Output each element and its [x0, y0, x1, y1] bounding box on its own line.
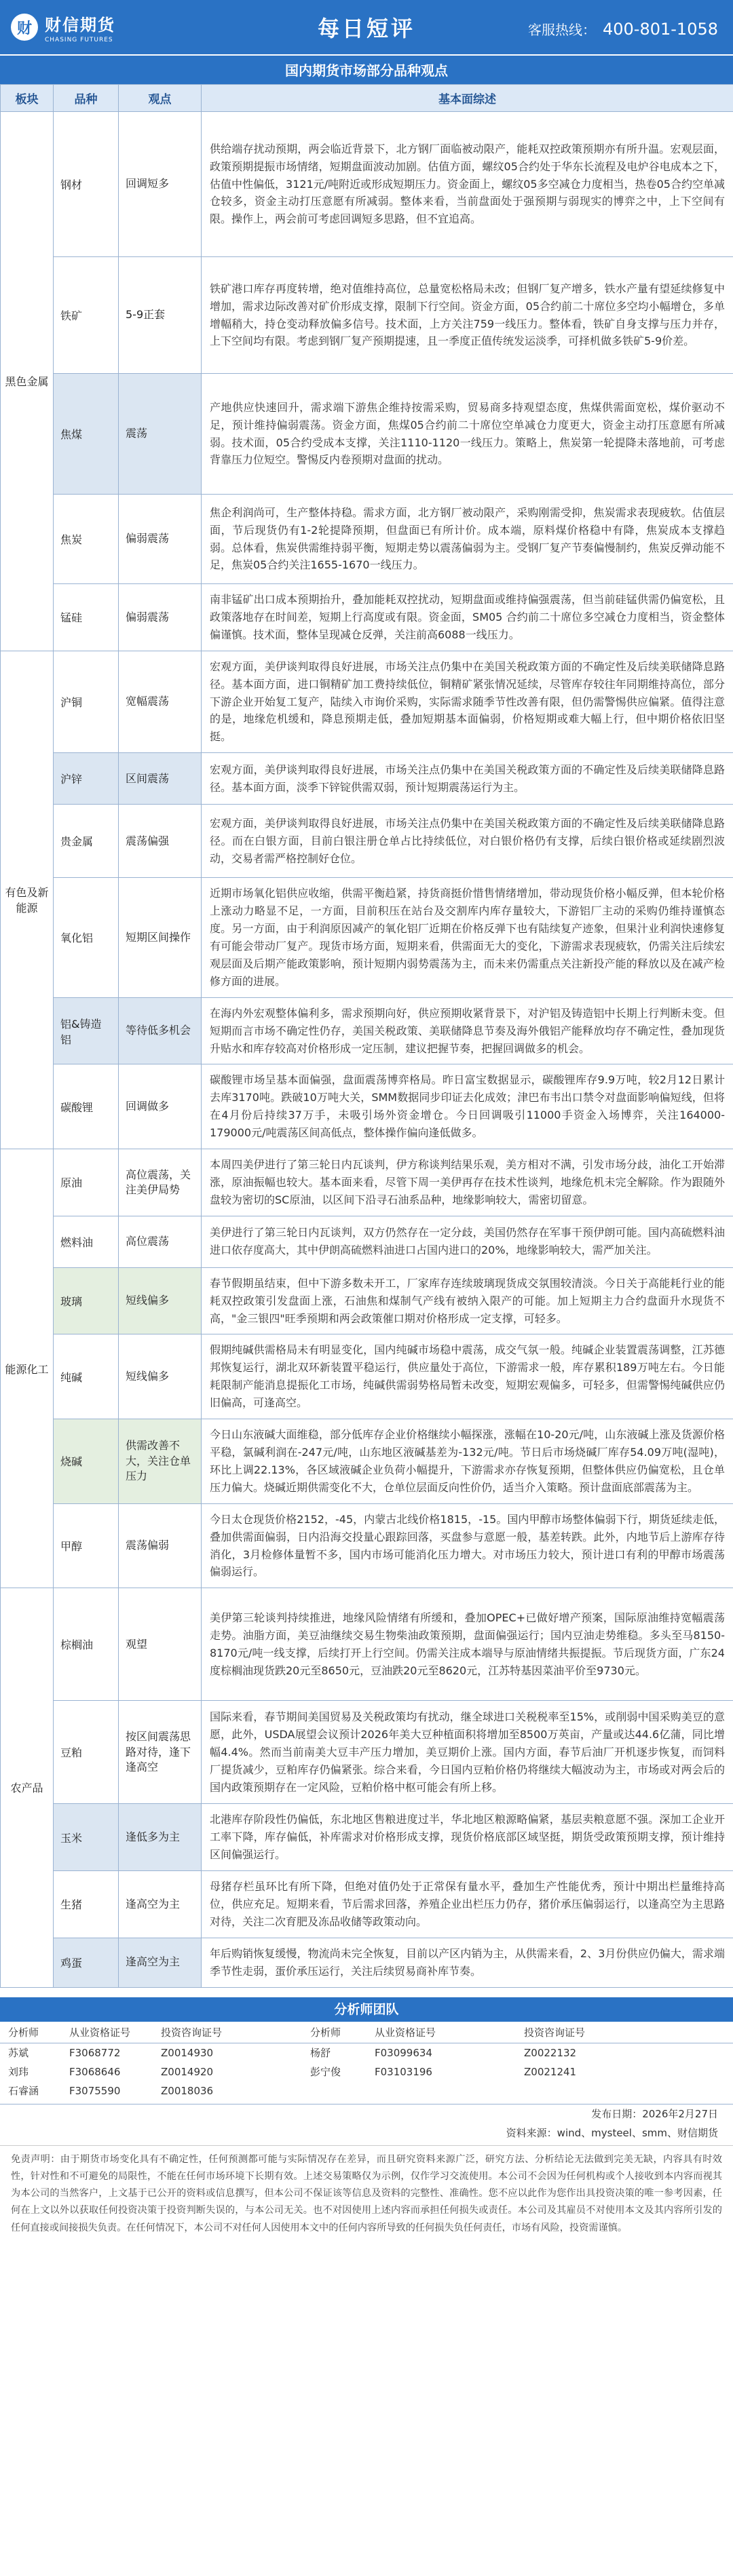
hotline-number[interactable]: 400-801-1058 — [602, 20, 718, 39]
variety-cell: 沪铜 — [54, 651, 119, 753]
summary-cell: 近期市场氧化铝供应收缩，供需平衡趋紧，持货商挺价惜售情绪增加，带动现货价格小幅反弹，但本轮价格上涨动力略显不足，一方面，目前积压在站台及交割库内库存量较大，下游铝厂主动的采购仍维持谨慎态度。另一方面，由于利润原因减产的氧化铝厂近期在价格反弹下也有陆续复产迹象，但果汁业利润快速修复有可能会带动厂复产。现货市场方面，短期来看，供需面无大的变化，下游需求表现疲软，仍需关注后续宏观层面及后期产能政策影响，预计短期内弱势震荡为主，而未来仍需重点关注新投产能的释放以及在减产检修方面的进展。 — [202, 878, 733, 997]
analyst-cell: F03103196 — [375, 2065, 432, 2078]
disclaimer: 免责声明：由于期货市场变化具有不确定性，任何预测都可能与实际情况存在差异，而且研究资料来源广泛，研究方法、分析结论无法做到完美无缺，内容具有时效性，针对性和不可避免的局限性，不能在任何市场环境下长期有效。上述交易策略仅为示例，仅作学习交流使用。本公司不会因为任何机构或个人接收到本内容而视其为本公司的当然客户，上文基于已公开的资料或信息撰写，但本公司不保证该等信息及资料的完整性、准确性。您不应以此作为您作出具投资决策的唯一参考因素，任何在上文以外以获取任何投资决策于投资判断失误的，与本公司无关。也不对因使用上述内容而承担任何损失或责任。本公司及其雇员不对使用本文及其内容所引发的任何直接或间接损失负责。在任何情况下，本公司不对任何人因使用本文中的任何内容所导致的任何损失负任何责任，市场有风险，投资需谨慎。 — [0, 2145, 733, 2242]
table-row — [1, 1804, 733, 1871]
analyst-cell: Z0022132 — [524, 2046, 577, 2059]
analyst-cell: Z0014930 — [161, 2046, 214, 2059]
table-row — [1, 651, 733, 753]
analyst-body — [0, 2043, 733, 2100]
section-title: 国内期货市场部分品种观点 — [0, 54, 733, 84]
summary-cell: 铁矿港口库存再度转增，绝对值维持高位，总量宽松格局未改；但钢厂复产增多，铁水产量有望延续修复中增加，需求边际改善对矿价形成支撑，限制下行空间。资金方面，05合约前二十席位多空均小幅增仓，多单增幅稍大，持仓变动释放偏多信号。技术面，上方关注759一线压力。整体看，铁矿自身支撑与压力并存，上下空间均有限。考虑到钢厂复产预期提速，且一季度正值传统发运淡季，可择机做多铁矿5-9价差。 — [202, 257, 733, 374]
variety-cell: 甲醇 — [54, 1503, 119, 1588]
analyst-cell: F03099634 — [375, 2046, 432, 2059]
view-cell: 回调短多 — [119, 112, 202, 257]
summary-cell: 在海内外宏观整体偏利多，需求预期向好，供应预期收紧背景下，对沪铝及铸造铝中长期上行判断未变。但短期而言市场不确定性仍存，美国关税政策、美联储降息节奏及海外俄铝产能释放均存不确定性，叠加现货升贴水和库存较高对价格形成一定压制，建议把握节奏，把握回调做多的机会。 — [202, 997, 733, 1064]
variety-cell: 锰硅 — [54, 584, 119, 651]
view-cell: 供需改善不大，关注仓单压力 — [119, 1419, 202, 1504]
analyst-cell: F3068772 — [69, 2046, 121, 2059]
analyst-header: 投资咨询证号 — [516, 2022, 733, 2043]
variety-cell: 铝&铸造铝 — [54, 997, 119, 1064]
views-table — [0, 84, 733, 1988]
variety-cell: 焦炭 — [54, 495, 119, 584]
analyst-cell: Z0021241 — [524, 2065, 577, 2078]
summary-cell: 假期纯碱供需格局未有明显变化，国内纯碱市场稳中震荡，成交气氛一般。纯碱企业装置震荡调整，江苏德邦恢复运行，湖北双环新装置平稳运行，供应量处于高位，下游需求一般，库存累积189万吨左右。今日能耗限制产能消息提振化工市场，纯碱供需弱势格局暂未改变，短期宏观偏多，可轻多，但需警惕纯碱供应仍旧偏高，可逢高空。 — [202, 1334, 733, 1419]
variety-cell: 铁矿 — [54, 257, 119, 374]
table-row — [1, 878, 733, 997]
summary-cell: 年后购销恢复缓慢，物流尚未完全恢复，目前以产区内销为主，从供需来看，2、3月份供应仍偏大，需求端季节性走弱，蛋价承压运行，关注后续贸易商补库节奏。 — [202, 1938, 733, 1987]
view-cell: 短期区间操作 — [119, 878, 202, 997]
table-row — [1, 1334, 733, 1419]
header-bar — [0, 0, 733, 54]
variety-cell: 烧碱 — [54, 1419, 119, 1504]
analyst-header: 从业资格证号 — [366, 2022, 516, 2043]
variety-cell: 燃料油 — [54, 1216, 119, 1267]
header-summary: 基本面综述 — [202, 85, 733, 112]
view-cell: 观望 — [119, 1588, 202, 1701]
analyst-cell: F3075590 — [69, 2084, 121, 2097]
variety-cell: 贵金属 — [54, 805, 119, 878]
table-row — [1, 805, 733, 878]
analyst-header-row — [0, 2022, 733, 2043]
sector-cell: 有色及新能源 — [1, 651, 54, 1149]
analyst-cell: F3068646 — [69, 2065, 121, 2078]
summary-cell: 春节假期虽结束，但中下游多数未开工，厂家库存连续玻璃现货成交氛围较清淡。今日关于高能耗行业的能耗双控政策引发盘面上涨，石油焦和煤制气产线有被纳入限产的可能。加上短期主力合约盘面升水现货不高，"金三银四"旺季预期和两会政策催口期对价格形成一定支撑，可轻多。 — [202, 1267, 733, 1334]
view-cell: 震荡 — [119, 374, 202, 495]
logo-english: CHASING FUTURES — [45, 36, 113, 43]
logo-name: 财信期货 — [45, 15, 115, 35]
summary-cell: 宏观方面，美伊谈判取得良好进展，市场关注点仍集中在美国关税政策方面的不确定性及后续美联储降息路径。而在白银方面，目前白银注册仓单占比持续低位，对白银价格仍有支撑，后续白银价格或延续剧烈波动，交易者需严格控制好仓位。 — [202, 805, 733, 878]
view-cell: 逢高空为主 — [119, 1938, 202, 1987]
variety-cell: 纯碱 — [54, 1334, 119, 1419]
analyst-header: 从业资格证号 — [61, 2022, 153, 2043]
summary-cell: 美伊进行了第三轮日内瓦谈判，双方仍然存在一定分歧，美国仍然存在军事干预伊朗可能。国内高硫燃料油进口依存度高大，其中伊朗高硫燃料油进口占国内进口的20%，地缘影响较大，需严加关注。 — [202, 1216, 733, 1267]
view-cell: 逢低多为主 — [119, 1804, 202, 1871]
variety-cell: 钢材 — [54, 112, 119, 257]
table-row — [1, 1419, 733, 1504]
table-row — [1, 584, 733, 651]
summary-cell: 北港库存阶段性仍偏低，东北地区售粮进度过半，华北地区粮源略偏紧，基层卖粮意愿不强。深加工企业开工率下降，库存偏低，补库需求对价格形成支撑，现货价格底部区域坚挺，期货受政策预期支撑，预计维持区间偏强运行。 — [202, 1804, 733, 1871]
variety-cell: 碳酸锂 — [54, 1064, 119, 1149]
variety-cell: 豆粕 — [54, 1701, 119, 1804]
table-row — [1, 374, 733, 495]
variety-cell: 氧化铝 — [54, 878, 119, 997]
table-row — [1, 1701, 733, 1804]
table-body — [1, 112, 733, 1988]
sector-cell: 农产品 — [1, 1588, 54, 1987]
analyst-cell: 苏斌 — [8, 2047, 29, 2060]
table-row — [1, 257, 733, 374]
summary-cell: 今日太仓现货价格2152，-45，内蒙古北线价格1815，-15。国内甲醇市场整体偏弱下行，期货延续走低，叠加供需面偏弱，日内沿海交投量心跟踪回落，买盘参与意愿一般，基差转跌。此外，内地节后上游库存待消化，3月检修体量暂不多，国内市场可能消化压力增大。对市场压力较大，预计进口有利的甲醇市场震荡偏弱运行。 — [202, 1503, 733, 1588]
summary-cell: 美伊第三轮谈判持续推进，地缘风险情绪有所缓和，叠加OPEC+已做好增产预案，国际原油维持宽幅震荡走势。油脂方面，美豆油继续交易生物柴油政策预期，盘面偏强运行；国内豆油走势维稳。多头至马8150-8170元/吨一线支撑，后续打开上行空间。仍需关注成本端导与原油情绪共振提振。节后现货方面，广东24度棕榈油现货跌20元至8650元，豆油跌20元至8620元，江苏特基因菜油平价至9730元。 — [202, 1588, 733, 1701]
summary-cell: 产地供应快速回升，需求端下游焦企维持按需采购，贸易商多持观望态度，焦煤供需面宽松，煤价驱动不足，预计维持偏弱震荡。资金方面，焦煤05合约前二十席位空单减仓力度更大，资金主动打压意愿有所减弱。技术面，05合约受成本支撑，关注1110-1120一线压力。策略上，焦炭第一轮提降未落地前，可考虑背靠压力位短空。警惕反内卷预期对盘面的扰动。 — [202, 374, 733, 495]
brand-logo — [0, 12, 224, 43]
variety-cell: 沪锌 — [54, 753, 119, 805]
table-row — [1, 1588, 733, 1701]
analyst-header: 分析师 — [302, 2022, 366, 2043]
table-row — [1, 112, 733, 257]
table-header-row — [1, 85, 733, 112]
table-row — [1, 1216, 733, 1267]
analyst-cell — [516, 2081, 733, 2100]
view-cell: 偏弱震荡 — [119, 584, 202, 651]
summary-cell: 南非锰矿出口成本预期抬升，叠加能耗双控扰动，短期盘面或维持偏强震荡，但当前硅锰供需仍偏宽松，且政策落地存在时间差，短期上行高度或有限。资金面，SM05 合约前二十席位多空减仓力度相当，资金整体偏谨慎。技术面，整体呈现减仓反弹，关注前高6088一线压力。 — [202, 584, 733, 651]
variety-cell: 玉米 — [54, 1804, 119, 1871]
view-cell: 等待低多机会 — [119, 997, 202, 1064]
analyst-row — [0, 2062, 733, 2081]
table-row — [1, 1871, 733, 1938]
analyst-row — [0, 2081, 733, 2100]
analyst-cell: Z0018036 — [161, 2084, 214, 2097]
summary-cell: 焦企利润尚可，生产整体持稳。需求方面，北方钢厂被动限产，采购刚需受抑，焦炭需求表现疲软。估值层面，节后现货仍有1-2轮提降预期，但盘面已有所计价。成本端，原料煤价格稳中有降，焦炭成本支撑趋弱。总体看，焦炭供需维持弱平衡，短期走势以震荡偏弱为主。受钢厂复产节奏偏慢制约，焦炭反弹动能不足，焦炭05合约关注1655-1670一线压力。 — [202, 495, 733, 584]
sector-cell: 黑色金属 — [1, 112, 54, 651]
hotline — [528, 19, 718, 39]
summary-cell: 供给端存扰动预期，两会临近背景下，北方钢厂面临被动限产，能耗双控政策预期亦有所升温。宏观层面，政策预期提振市场情绪，短期盘面波动加剧。估值方面，螺纹05合约处于华东长流程及电炉谷电成本之下，估值中性偏低，3121元/吨附近或形成短期压力。资金面上，螺纹05多空减仓力度相当，热卷05合约空单减仓较多，资金主动打压意愿有所减弱。整体来看，当前盘面处于强预期与弱现实的博弈之中，上下空间有限。操作上，两会前可考虑回调短多思路，但不宜追高。 — [202, 112, 733, 257]
analyst-cell — [366, 2081, 516, 2100]
analyst-cell: 石睿涵 — [8, 2085, 39, 2098]
variety-cell: 焦煤 — [54, 374, 119, 495]
analyst-table — [0, 2022, 733, 2100]
table-row — [1, 1064, 733, 1149]
view-cell: 逢高空为主 — [119, 1871, 202, 1938]
view-cell: 短线偏多 — [119, 1334, 202, 1419]
table-row — [1, 997, 733, 1064]
view-cell: 5-9正套 — [119, 257, 202, 374]
summary-cell: 碳酸锂市场呈基本面偏强，盘面震荡博弈格局。昨日富宝数据显示，碳酸锂库存9.9万吨，较2月12日累计去库3170吨。跌破10万吨大关，SMM数据同步印证去化成效；津巴布韦出口禁令对盘面影响偏短线，但将在4月份后持续37万手，未吸引场外资金增仓。今日回调吸引11000手资金入场博弈，关注164000-179000元/吨震荡区间高低点，整体操作偏向逢低做多。 — [202, 1064, 733, 1149]
logo-icon: 财 — [11, 14, 38, 41]
view-cell: 震荡偏弱 — [119, 1503, 202, 1588]
table-row — [1, 1938, 733, 1987]
table-row — [1, 753, 733, 805]
analyst-team-title: 分析师团队 — [0, 1997, 733, 2022]
summary-cell: 母猪存栏虽环比有所下降，但绝对值仍处于正常保有量水平，叠加生产性能优秀，预计中期出栏量维持高位，供应充足。短期来看，节后需求回落，养殖企业出栏压力仍存，猪价承压偏弱运行，以逢高空为主思路对待，关注二次育肥及冻品收储等政策动向。 — [202, 1871, 733, 1938]
page-title: 每日短评 — [317, 16, 415, 41]
header-view: 观点 — [119, 85, 202, 112]
summary-cell: 本周四美伊进行了第三轮日内瓦谈判，伊方称谈判结果乐观，美方相对不满，引发市场分歧，油化工开始滞涨，原油振幅也较大。基本面来看，尽管下周一美伊再存在技术性谈判，地缘危机未完全解除。作为跟随外盘较为密切的SC原油，以区间下沿寻石油系品种，地缘影响较大，需密切留意。 — [202, 1149, 733, 1216]
table-row — [1, 1149, 733, 1216]
view-cell: 高位震荡，关注美伊局势 — [119, 1149, 202, 1216]
analyst-header: 分析师 — [0, 2022, 61, 2043]
variety-cell: 原油 — [54, 1149, 119, 1216]
analyst-cell: 彭宁俊 — [310, 2066, 341, 2079]
data-source: 资料来源：wind、mysteel、smm、财信期货 — [506, 2126, 718, 2139]
view-cell: 回调做多 — [119, 1064, 202, 1149]
variety-cell: 棕榈油 — [54, 1588, 119, 1701]
variety-cell: 玻璃 — [54, 1267, 119, 1334]
analyst-cell: Z0014920 — [161, 2065, 214, 2078]
view-cell: 震荡偏强 — [119, 805, 202, 878]
summary-cell: 今日山东液碱大面维稳，部分低库存企业价格继续小幅探涨，涨幅在10-20元/吨，山东液碱上涨及货源价格平稳，氯碱利润在-247元/吨，山东地区液碱基差为-132元/吨。节日后市场烧碱厂库存54.09万吨(湿吨)，环比上调22.13%，各区域液碱企业负荷小幅提升，下游需求亦存恢复预期，但整体供应仍偏宽松，且仓单压力偏大。烧碱近期供需变化不大，仓单位层面反向性价仍，适当介入策略。预计盘面底部震荡为主。 — [202, 1419, 733, 1504]
view-cell: 按区间震荡思路对待，逢下逢高空 — [119, 1701, 202, 1804]
view-cell: 高位震荡 — [119, 1216, 202, 1267]
hotline-label: 客服热线： — [527, 22, 596, 38]
header-variety: 品种 — [54, 85, 119, 112]
analyst-cell: 刘玮 — [8, 2066, 29, 2079]
analyst-header: 投资咨询证号 — [153, 2022, 302, 2043]
publish-date: 发布日期：2026年2月27日 — [591, 2107, 718, 2120]
analyst-cell: 杨舒 — [310, 2047, 331, 2060]
analyst-cell — [302, 2081, 366, 2100]
table-row — [1, 1503, 733, 1588]
view-cell: 宽幅震荡 — [119, 651, 202, 753]
summary-cell: 宏观方面，美伊谈判取得良好进展，市场关注点仍集中在美国关税政策方面的不确定性及后续美联储降息路径。基本面方面，淡季下锌锭供需双弱，预计短期震荡运行为主。 — [202, 753, 733, 805]
table-row — [1, 1267, 733, 1334]
view-cell: 短线偏多 — [119, 1267, 202, 1334]
header-sector: 板块 — [1, 85, 54, 112]
analyst-row — [0, 2043, 733, 2062]
sector-cell: 能源化工 — [1, 1149, 54, 1588]
variety-cell: 生猪 — [54, 1871, 119, 1938]
view-cell: 偏弱震荡 — [119, 495, 202, 584]
summary-cell: 宏观方面，美伊谈判取得良好进展，市场关注点仍集中在美国关税政策方面的不确定性及后续美联储降息路径。基本面方面，进口铜精矿加工费持续低位，铜精矿紧张情况延续，尽管库存较往年同期维持高位，部分下游企业开始复工复产，陆续入市询价采购，实际需求随季节性改善有限，但仍需警惕供应偏紧。值得注意的是，地缘危机缓和，降息预期走低，叠加短期基本面偏弱，价格短期或难大幅上行，但中期价格依旧坚挺。 — [202, 651, 733, 753]
variety-cell: 鸡蛋 — [54, 1938, 119, 1987]
view-cell: 区间震荡 — [119, 753, 202, 805]
summary-cell: 国际来看，春节期间美国贸易及关税政策均有扰动，继全球进口关税税率至15%，或削弱中国采购美豆的意愿，此外，USDA展望会议预计2026年美大豆种植面积将增加至8500万英亩，产量或达44.6亿蒲，同比增幅4.4%。然而当前南美大豆丰产压力增加，美豆期价上涨。国内方面，春节后油厂开机逐步恢复，而饲料厂提货减少，豆粕库存仍偏紧张。综合来看，今日国内豆粕价格仍将继续大幅波动为主，市场或对两会后的国内政策预期存在一定风险，豆粕价格中枢可能会有所上移。 — [202, 1701, 733, 1804]
table-row — [1, 495, 733, 584]
